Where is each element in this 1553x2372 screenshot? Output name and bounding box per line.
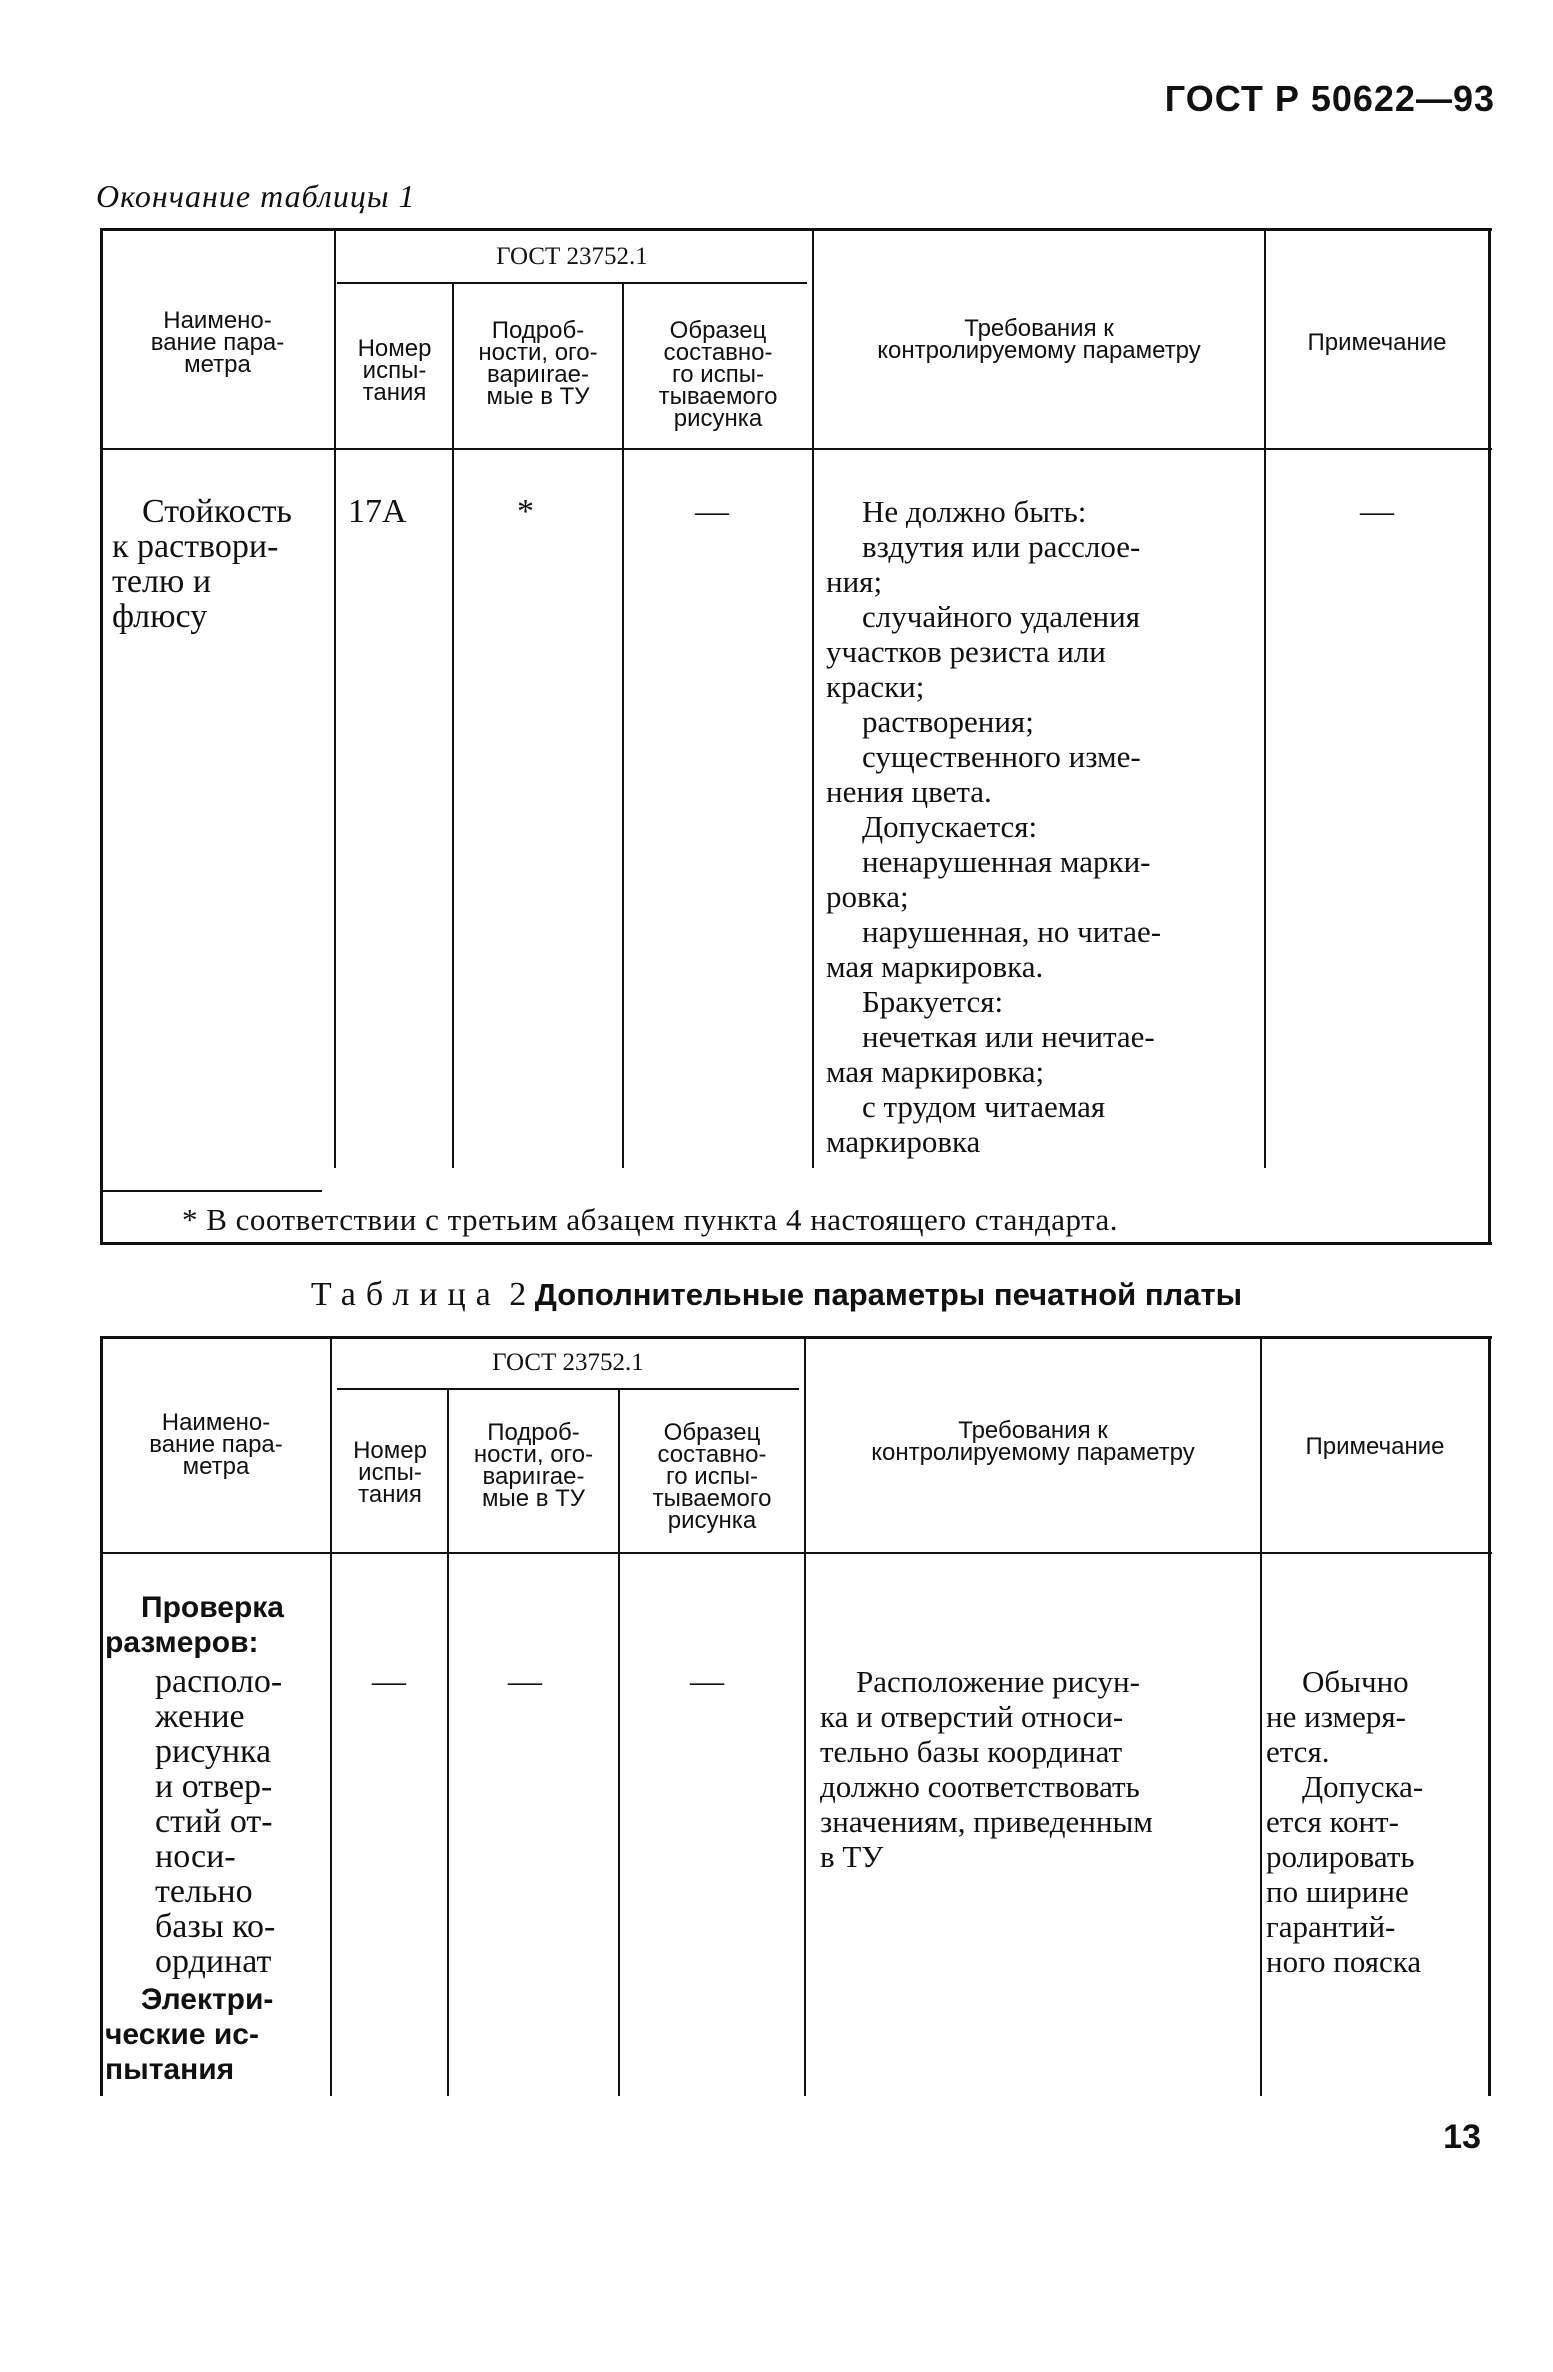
requirement-line: мая маркировка; xyxy=(826,1054,1045,1089)
requirement-line: Не должно быть: xyxy=(862,494,1087,529)
requirement-line: краски; xyxy=(826,669,925,704)
standard-code: ГОСТ Р 50622—93 xyxy=(1164,78,1495,119)
table1-row-details: * xyxy=(517,493,534,530)
table1-footnote: * В соответствии с третьим абзацем пункта 4 настоящего стандарта. xyxy=(182,1202,1119,1237)
requirement-line: растворения; xyxy=(862,704,1034,739)
table2-caption-number: 2 xyxy=(509,1276,527,1313)
table2-caption-title: Дополнительные параметры печатной платы xyxy=(534,1277,1243,1312)
requirement-line: ка и отверстий относи- xyxy=(820,1699,1124,1734)
requirement-line: Допускается: xyxy=(862,809,1038,844)
table2-col-divider xyxy=(1260,1336,1262,2096)
table2-row-details: — xyxy=(508,1663,542,1700)
table2-top-border xyxy=(100,1336,1492,1339)
requirement-line: в ТУ xyxy=(820,1839,884,1874)
table2-head-requirements: Требования к контролируемому параметру xyxy=(871,1417,1195,1466)
requirement-line: нения цвета. xyxy=(826,774,992,809)
table2-left-border xyxy=(100,1336,103,2096)
table1-head-details: Подроб- ности, ого- вариırae- мые в ТУ xyxy=(478,317,598,410)
requirement-line: маркировка xyxy=(826,1124,981,1159)
table1-continuation-label: Окончание таблицы 1 xyxy=(96,178,416,214)
table2-row-requirements xyxy=(820,1664,1250,1874)
table1-left-border xyxy=(100,228,103,1243)
table2-row-sample: — xyxy=(690,1663,724,1700)
table1-row-name: Стойкость к раствори- телю и флюсу xyxy=(112,493,292,635)
table1-bottom-border xyxy=(100,1242,1492,1245)
table1-top-border xyxy=(100,228,1492,231)
table2-right-border xyxy=(1488,1336,1491,2096)
table1-col-divider xyxy=(622,282,624,1168)
table1-col-divider xyxy=(334,228,336,1168)
requirement-line: вздутия или расслое- xyxy=(862,529,1141,564)
table1-row-note: — xyxy=(1360,493,1394,530)
table2-col-divider xyxy=(447,1388,449,2096)
table2-head-details: Подроб- ности, ого- вариırae- мые в ТУ xyxy=(473,1419,594,1512)
table1-col-divider xyxy=(812,228,814,1168)
table2-gost-rule xyxy=(337,1388,799,1390)
table2-header-bottom xyxy=(100,1552,1492,1554)
table2-caption xyxy=(0,1276,1553,1314)
table2-row-note: Обычно не измеря- ется. Допуска- ется конт- ролировать по ширине гарантий- ного пояска xyxy=(1266,1664,1424,1979)
table2-head-gost: ГОСТ 23752.1 xyxy=(492,1349,644,1376)
requirement-line: существенного изме- xyxy=(862,739,1141,774)
table1-gost-rule xyxy=(337,282,807,284)
table1-col-divider xyxy=(1264,228,1266,1168)
table1-head-name: Наимено- вание пара- метра xyxy=(150,307,285,378)
requirement-line: должно соответствовать xyxy=(820,1769,1140,1804)
table1-footnote-rule xyxy=(100,1190,322,1192)
table2-col-divider xyxy=(804,1336,806,2096)
table2-row-group-dimension-check: Проверка размеров: xyxy=(105,1591,284,1659)
table1-col-divider xyxy=(452,282,454,1168)
table2-head-name: Наимено- вание пара- метра xyxy=(149,1409,283,1480)
table2-col-divider xyxy=(618,1388,620,2096)
table2-row-group-electrical-tests: Электри- ческие ис- пытания xyxy=(105,1983,274,2086)
table1-head-test-no: Номер испы- тания xyxy=(357,335,432,406)
table1-head-note: Примечание xyxy=(1307,329,1447,356)
requirement-line: мая маркировка. xyxy=(826,949,1044,984)
requirement-line: Расположение рисун- xyxy=(856,1664,1140,1699)
table1-row-sample: — xyxy=(695,493,729,530)
table2-row-test-no: — xyxy=(372,1663,406,1700)
requirement-line: Бракуется: xyxy=(862,984,1004,1019)
requirement-line: ния; xyxy=(826,564,883,599)
requirement-line: нечеткая или нечитае- xyxy=(862,1019,1155,1054)
requirement-line: значениям, приведенным xyxy=(820,1804,1153,1839)
requirement-line: ненарушенная марки- xyxy=(862,844,1151,879)
table1-header-bottom xyxy=(100,448,1492,450)
table2-row-name: располо- жение рисунка и отвер- стий от- носи- тельно базы ко- ординат xyxy=(155,1663,283,1980)
requirement-line: тельно базы координат xyxy=(820,1734,1123,1769)
table2-head-note: Примечание xyxy=(1305,1433,1445,1460)
table2-head-sample: Образец составно- го испы- тываемого рисунка xyxy=(652,1419,772,1534)
requirement-line: ровка; xyxy=(826,879,909,914)
table2-head-test-no: Номер испы- тания xyxy=(353,1437,427,1508)
table1-head-requirements: Требования к контролируемому параметру xyxy=(877,315,1201,364)
requirement-line: с трудом читаемая xyxy=(862,1089,1106,1124)
requirement-line: нарушенная, но читае- xyxy=(862,914,1162,949)
requirement-line: участков резиста или xyxy=(826,634,1106,669)
table1-head-gost: ГОСТ 23752.1 xyxy=(496,243,648,270)
table1-right-border xyxy=(1488,228,1491,1243)
table1-head-sample: Образец составно- го испы- тываемого рисунка xyxy=(658,317,778,432)
table2-col-divider xyxy=(330,1336,332,2096)
requirement-line: случайного удаления xyxy=(862,599,1140,634)
table1-row-test-no: 17А xyxy=(348,493,407,530)
table1-row-requirements xyxy=(826,494,1254,1159)
page-number: 13 xyxy=(1443,2118,1481,2156)
table2-caption-word: Таблица xyxy=(310,1276,501,1313)
